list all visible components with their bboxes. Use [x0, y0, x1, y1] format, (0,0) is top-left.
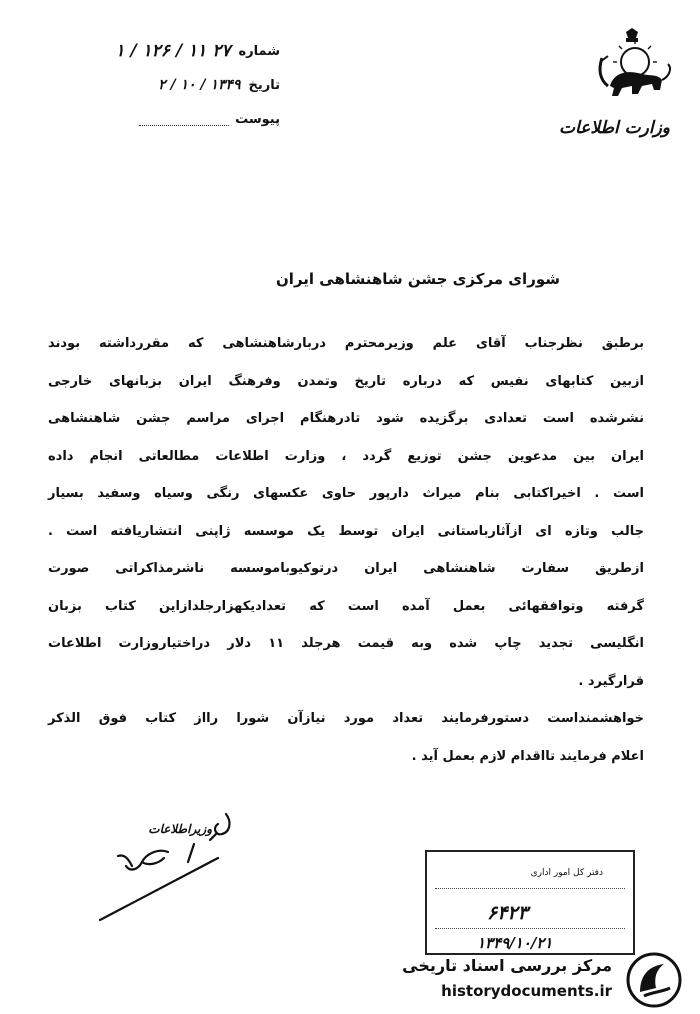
body-line: نشرشده است تعدادی برگزیده شود تادرهنگام اجرای مراسم جشن شاهنشاهی	[48, 411, 644, 426]
body-line: قرارگیرد .	[578, 673, 644, 689]
addressee: شورای مرکزی جشن شاهنشاهی ایران	[276, 270, 560, 288]
letter-body	[48, 325, 644, 775]
attachment-label: پیوست	[235, 111, 280, 127]
stamp-divider	[435, 928, 625, 929]
body-line: ازبین کتابهای نفیس که درباره تاریخ وتمدن وفرهنگ ایران بزبانهای خارجی	[48, 373, 644, 389]
date-value: ۱۳۴۹ / ۱۰ / ۲	[158, 77, 241, 93]
number-value: ۲۷ ۱۱ / ۱۲۶ / ۱	[115, 41, 231, 61]
body-line: انگلیسی تجدید چاپ شده وبه قیمت هرجلد ۱۱ دلار دراختیاروزارت اطلاعات	[48, 636, 644, 651]
date-label: تاریخ	[248, 77, 280, 93]
watermark-title: مرکز بررسی اسناد تاریخی	[402, 956, 612, 975]
stamp-divider	[435, 888, 625, 889]
ministry-name: وزارت اطلاعات	[559, 118, 670, 138]
signature-title: وزیراطلاعات	[148, 822, 212, 836]
stamp-date: ۱۳۴۹/۱۰/۲۱	[477, 934, 553, 952]
body-line: ایران بین مدعوین جشن توزیع گردد ، وزارت اطلاعات مطالعاتی انجام داده	[48, 448, 644, 464]
number-label: شماره	[238, 43, 280, 59]
body-line: خواهشمنداست دستورفرمایند تعداد مورد نیازآن شورا رااز کتاب فوق الذکر	[48, 711, 644, 726]
body-line: اعلام فرمایند تااقدام لازم بعمل آید .	[411, 748, 644, 764]
body-line: گرفته وتوافقهائی بعمل آمده است که تعدادیکهزارجلدازاین کتاب بزبان	[48, 598, 644, 614]
archive-logo-icon	[626, 952, 682, 1008]
letter-meta	[30, 34, 280, 136]
archive-watermark	[402, 950, 688, 1008]
signature-block	[98, 800, 248, 925]
handwritten-signature	[98, 800, 248, 925]
body-line: جالب وتازه ای ازآثارباستانی ایران توسط یک موسسه ژاپنی انتشاریافته است .	[48, 523, 644, 539]
registration-stamp	[425, 850, 635, 955]
attachment-blank-line	[139, 113, 229, 126]
lion-and-sun-emblem-icon	[588, 28, 678, 106]
watermark-url: historydocuments.ir	[441, 982, 612, 1000]
body-line: است . اخیراکتابی بنام میراث دارپور حاوی عکسهای رنگی وسیاه وسفید بسیار	[48, 486, 644, 501]
body-line: ازطریق سفارت شاهنشاهی ایران درتوکیوباموسسه ناشرمذاکراتی صورت	[48, 561, 644, 576]
number-row	[30, 34, 280, 68]
body-line: برطبق نظرجناب آقای علم وزیرمحترم دربارشاهنشاهی که مقررداشته بودند	[48, 336, 644, 351]
attachment-row	[30, 102, 280, 136]
stamp-title: دفتر کل امور اداری	[530, 868, 603, 878]
stamp-registration-number: ۶۴۲۳	[487, 902, 528, 924]
date-row	[30, 68, 280, 102]
